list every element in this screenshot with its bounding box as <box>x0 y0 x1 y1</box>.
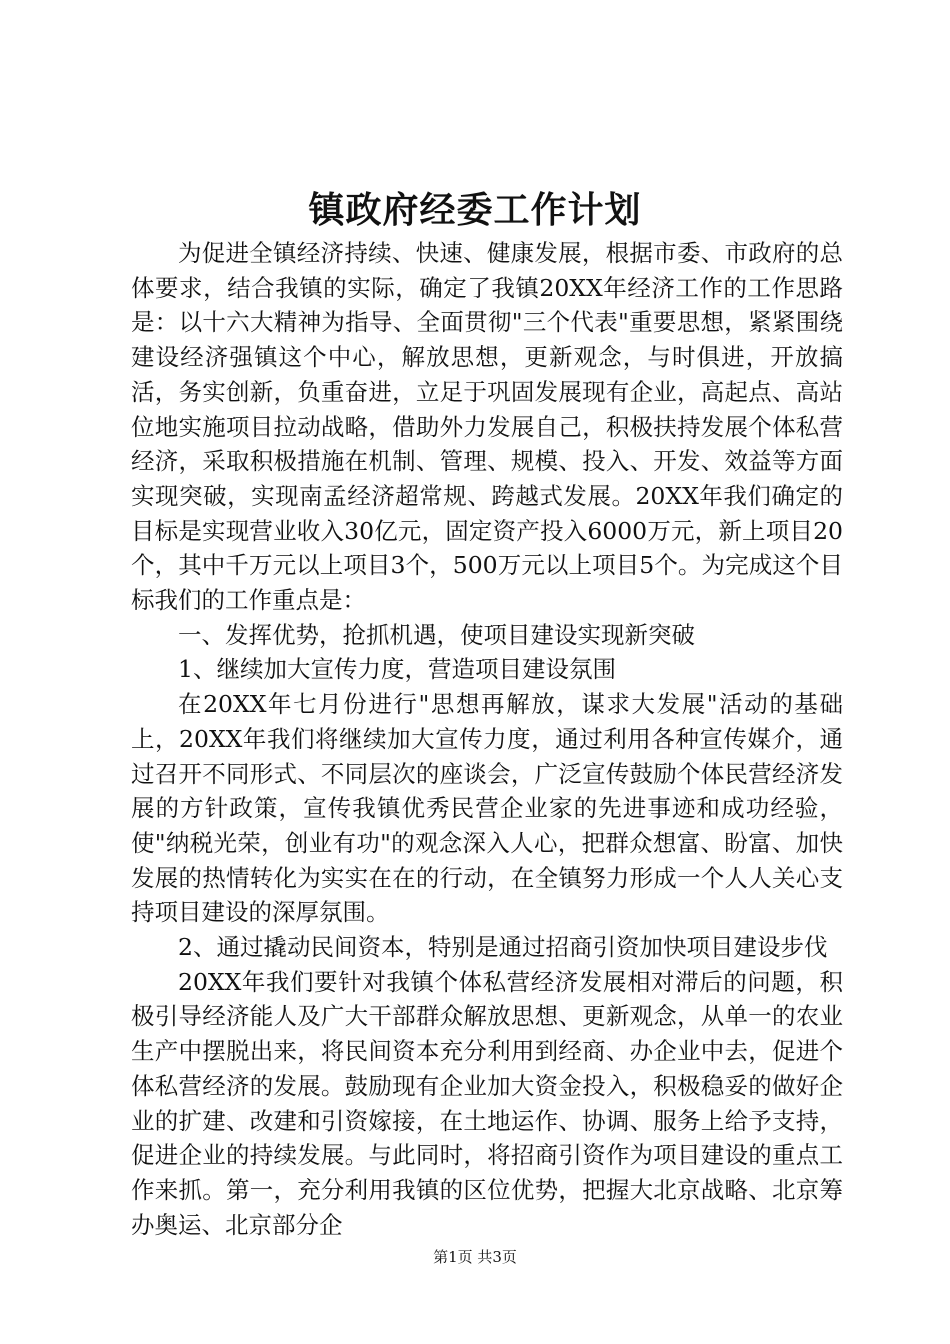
document-title: 镇政府经委工作计划 <box>308 189 642 231</box>
document-body <box>131 236 843 1242</box>
paragraph-subheading-1: 1、继续加大宣传力度，营造项目建设氛围 <box>178 655 616 684</box>
paragraph-section-heading: 一、发挥优势，抢抓机遇，使项目建设实现新突破 <box>178 620 695 649</box>
paragraph-subheading-2: 2、通过撬动民间资本，特别是通过招商引资加快项目建设步伐 <box>178 933 828 962</box>
paragraph-investment: 20XX年我们要针对我镇个体私营经济发展相对滞后的问题，积极引导经济能人及广大干部群众解放思想、更新观念，从单一的农业生产中摆脱出来，将民间资本充分利用到经商、办企业中去，促进个体私营经济的发展。鼓励现有企业加大资金投入，积极稳妥的做好企业的扩建、改建和引资嫁接，在土地运作、协调、服务上给予支持，促进企业的持续发展。与此同时，将招商引资作为项目建设的重点工作来抓。第一，充分利用我镇的区位优势，把握大北京战略、北京筹办奥运、北京部分企 <box>131 967 843 1239</box>
paragraph-publicity: 在20XX年七月份进行"思想再解放，谋求大发展"活动的基础上，20XX年我们将继续加大宣传力度，通过利用各种宣传媒介，通过召开不同形式、不同层次的座谈会，广泛宣传鼓励个体民营经济发展的方针政策，宣传我镇优秀民营企业家的先进事迹和成功经验，使"纳税光荣，创业有功"的观念深入人心，把群众想富、盼富、加快发展的热情转化为实实在在的行动，在全镇努力形成一个人人关心支持项目建设的深厚氛围。 <box>131 690 843 927</box>
paragraph-intro: 为促进全镇经济持续、快速、健康发展，根据市委、市政府的总体要求，结合我镇的实际，确定了我镇20XX年经济工作的工作思路是：以十六大精神为指导、全面贯彻"三个代表"重要思想，紧紧围绕建设经济强镇这个中心，解放思想，更新观念，与时俱进，开放搞活，务实创新，负重奋进，立足于巩固发展现有企业，高起点、高站位地实施项目拉动战略，借助外力发展自己，积极扶持发展个体私营经济，采取积极措施在机制、管理、规模、投入、开发、效益等方面实现突破，实现南孟经济超常规、跨越式发展。20XX年我们确定的目标是实现营业收入30亿元，固定资产投入6000万元，新上项目20个，其中千万元以上项目3个，500万元以上项目5个。为完成这个目标我们的工作重点是： <box>131 239 843 615</box>
page-footer: 第1页 共3页 <box>433 1248 517 1266</box>
